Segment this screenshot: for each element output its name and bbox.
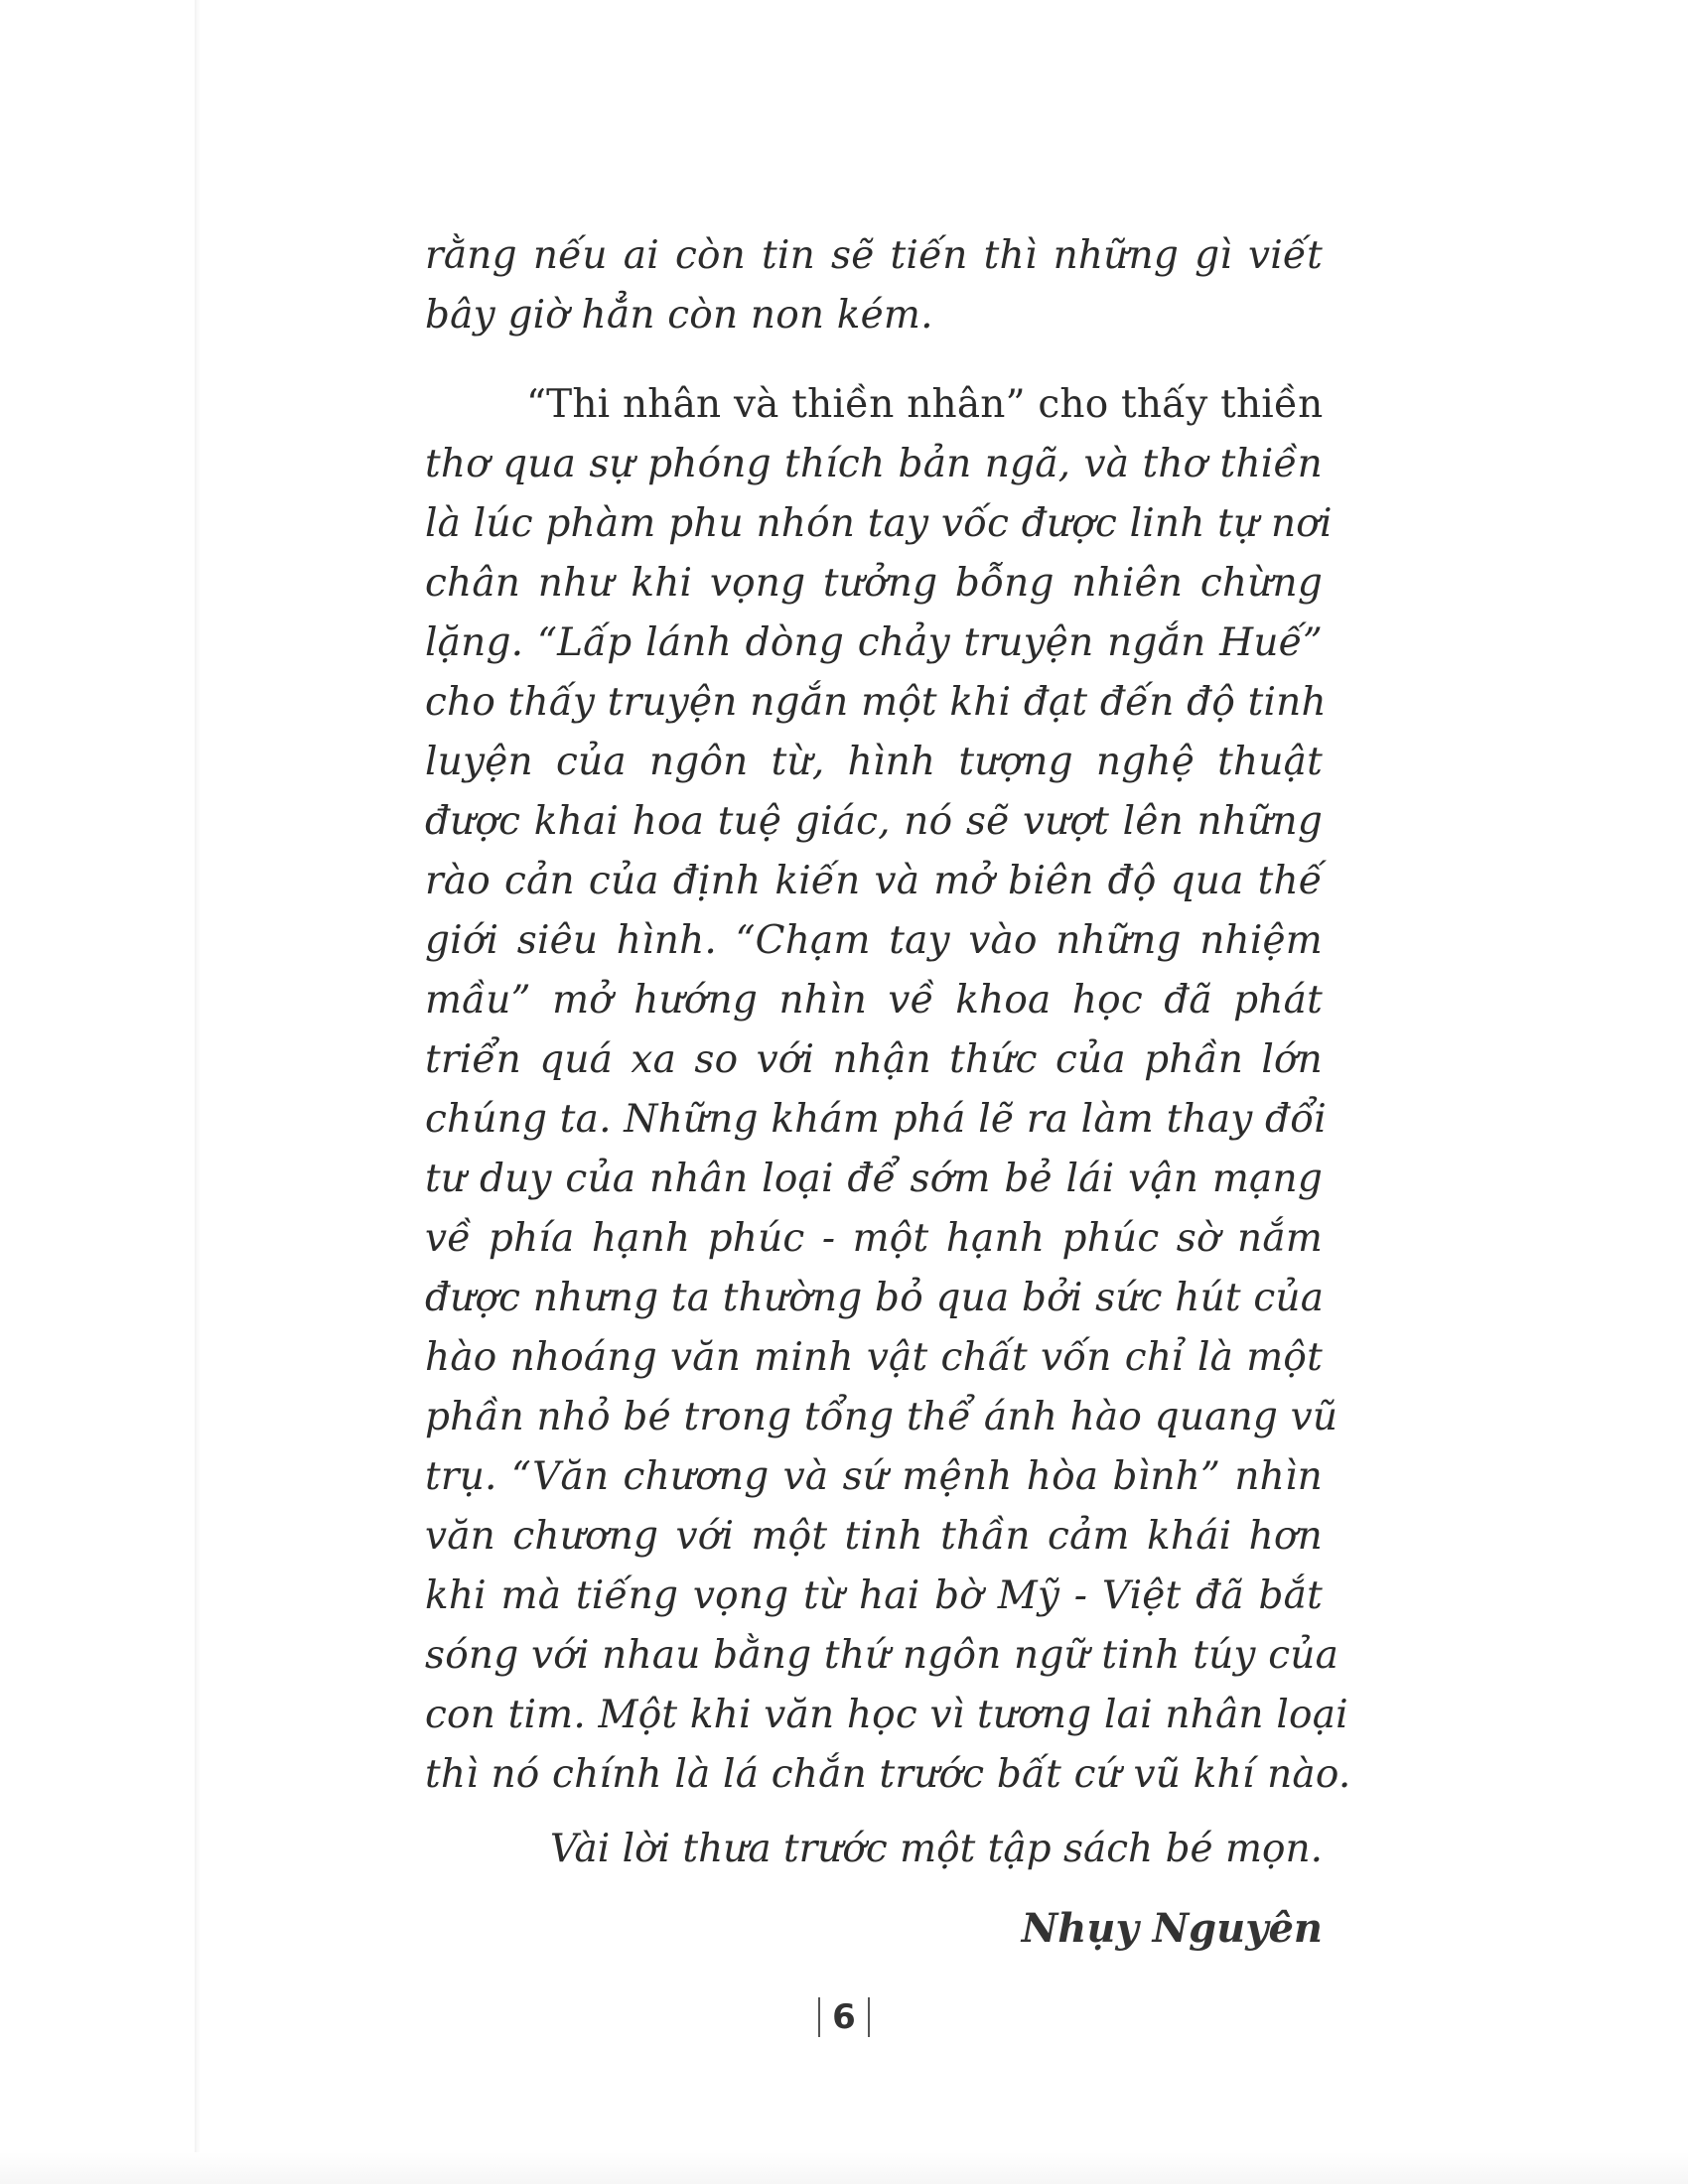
page-number-divider-right xyxy=(868,1997,870,2037)
text-line: triển quá xa so với nhận thức của phần lớn xyxy=(425,1037,1323,1082)
text-line: khi mà tiếng vọng từ hai bờ Mỹ - Việt đã bắt xyxy=(425,1573,1323,1618)
text-line: thơ qua sự phóng thích bản ngã, và thơ thiền xyxy=(425,442,1323,486)
text-line: rào cản của định kiến và mở biên độ qua thế xyxy=(425,859,1323,903)
text-line: chúng ta. Những khám phá lẽ ra làm thay đổi xyxy=(425,1097,1327,1142)
scan-edge-bottom xyxy=(0,2152,1688,2184)
text-line: được khai hoa tuệ giác, nó sẽ vượt lên những xyxy=(425,799,1323,844)
scan-edge-left xyxy=(195,0,201,2184)
author-signature: Nhụy Nguyên xyxy=(1021,1905,1323,1952)
closing-line: Vài lời thưa trước một tập sách bé mọn. xyxy=(549,1827,1323,1871)
text-line: sóng với nhau bằng thứ ngôn ngữ tinh túy của xyxy=(425,1633,1339,1678)
text-line: về phía hạnh phúc - một hạnh phúc sờ nắm xyxy=(425,1216,1323,1261)
text-line: bây giờ hẳn còn non kém. xyxy=(425,293,933,338)
text-line: giới siêu hình. “Chạm tay vào những nhiệm xyxy=(425,918,1323,963)
text-line: lặng. “Lấp lánh dòng chảy truyện ngắn Huế” xyxy=(425,620,1323,665)
text-line: là lúc phàm phu nhón tay vốc được linh tự nơi xyxy=(425,501,1333,546)
text-line: chân như khi vọng tưởng bỗng nhiên chừng xyxy=(425,561,1323,606)
text-line: cho thấy truyện ngắn một khi đạt đến độ tinh xyxy=(425,680,1327,725)
text-line: con tim. Một khi văn học vì tương lai nhân loại xyxy=(425,1693,1348,1737)
text-line: mầu” mở hướng nhìn về khoa học đã phát xyxy=(425,978,1323,1023)
text-line: phần nhỏ bé trong tổng thể ánh hào quang vũ xyxy=(425,1395,1338,1439)
text-line: trụ. “Văn chương và sứ mệnh hòa bình” nhìn xyxy=(425,1454,1323,1499)
page-number xyxy=(784,1987,904,2047)
text-line: văn chương với một tinh thần cảm khái hơn xyxy=(425,1514,1323,1559)
paragraph-gap xyxy=(425,345,1323,375)
text-line: được nhưng ta thường bỏ qua bởi sức hút của xyxy=(425,1276,1325,1320)
text-line: luyện của ngôn từ, hình tượng nghệ thuật xyxy=(425,740,1323,784)
text-line-first: “Thi nhân và thiền nhân” cho thấy thiền xyxy=(526,382,1324,427)
page-number-divider-left xyxy=(818,1997,820,2037)
text-line: hào nhoáng văn minh vật chất vốn chỉ là một xyxy=(425,1335,1323,1380)
text-line: thì nó chính là lá chắn trước bất cứ vũ khí nào. xyxy=(425,1752,1351,1797)
text-line: rằng nếu ai còn tin sẽ tiến thì những gì viết xyxy=(425,233,1323,278)
page-number-value: 6 xyxy=(832,1997,856,2037)
body-text xyxy=(425,226,1351,1805)
text-line: tư duy của nhân loại để sớm bẻ lái vận mạng xyxy=(425,1157,1323,1201)
